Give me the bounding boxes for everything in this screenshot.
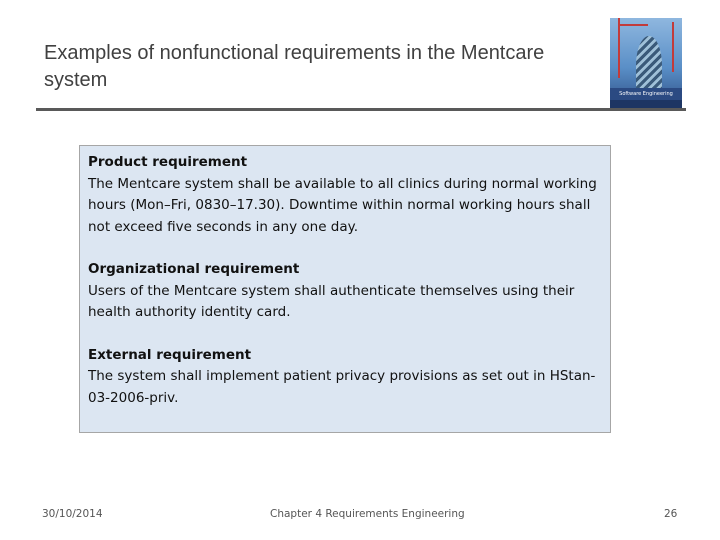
requirement-external bbox=[88, 345, 602, 410]
cover-title-band: Software Engineering bbox=[610, 88, 682, 100]
slide-title: Examples of nonfunctional requirements in the Mentcare system bbox=[44, 42, 545, 91]
requirement-heading: Product requirement bbox=[88, 154, 248, 170]
requirements-box bbox=[79, 145, 611, 433]
footer-chapter: Chapter 4 Requirements Engineering bbox=[270, 508, 465, 520]
book-cover-image bbox=[610, 18, 682, 108]
footer-date: 30/10/2014 bbox=[42, 508, 103, 520]
requirement-product bbox=[88, 152, 602, 238]
requirement-organizational bbox=[88, 259, 602, 324]
requirement-text: The system shall implement patient privacy provisions as set out in HStan-03-2006-priv. bbox=[88, 368, 596, 406]
gherkin-tower-graphic bbox=[636, 36, 662, 94]
requirement-heading: External requirement bbox=[88, 346, 252, 363]
requirement-text: The Mentcare system shall be available to all clinics during normal working hours (Mon–Fri, 0830–17.30). Downtime within normal working hours shall not exceed five seconds in any one day. bbox=[88, 175, 597, 235]
requirement-heading: Organizational requirement bbox=[88, 261, 300, 277]
footer-page-number: 26 bbox=[664, 508, 678, 520]
requirement-text: Users of the Mentcare system shall authenticate themselves using their health authority identity card. bbox=[88, 282, 575, 320]
title-divider bbox=[36, 108, 686, 111]
